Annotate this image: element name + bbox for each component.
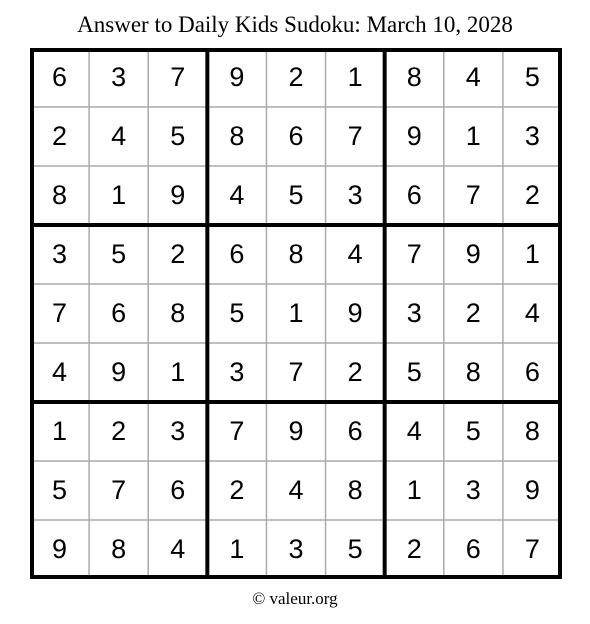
sudoku-cell-r8c1: 5	[52, 475, 68, 505]
sudoku-cell-r9c7: 2	[406, 534, 422, 564]
sudoku-cell-r9c8: 6	[465, 534, 481, 564]
sudoku-cell-r9c5: 3	[288, 534, 304, 564]
sudoku-cell-r8c3: 6	[170, 475, 186, 505]
sudoku-cell-r8c5: 4	[288, 475, 304, 505]
sudoku-cell-r4c9: 1	[524, 239, 540, 269]
sudoku-cell-r9c4: 1	[229, 534, 245, 564]
sudoku-cell-r3c9: 2	[524, 180, 540, 210]
page-title: Answer to Daily Kids Sudoku: March 10, 2028	[77, 12, 513, 37]
sudoku-cell-r9c2: 8	[111, 534, 127, 564]
sudoku-cell-r6c4: 3	[229, 357, 245, 387]
sudoku-cell-r2c9: 3	[524, 121, 540, 151]
sudoku-board	[30, 48, 562, 579]
sudoku-cell-r8c8: 3	[465, 475, 481, 505]
sudoku-cell-r4c5: 8	[288, 239, 304, 269]
sudoku-cell-r2c4: 8	[229, 121, 245, 151]
sudoku-cell-r5c8: 2	[465, 298, 481, 328]
sudoku-cell-r7c5: 9	[288, 416, 304, 446]
copyright-footer: © valeur.org	[252, 589, 338, 608]
sudoku-cell-r1c1: 6	[52, 62, 68, 92]
sudoku-cell-r1c4: 9	[229, 62, 245, 92]
sudoku-cell-r2c7: 9	[406, 121, 422, 151]
sudoku-cell-r2c5: 6	[288, 121, 304, 151]
sudoku-cell-r8c9: 9	[524, 475, 540, 505]
sudoku-cell-r2c2: 4	[111, 121, 127, 151]
sudoku-cell-r7c2: 2	[111, 416, 127, 446]
sudoku-cell-r2c6: 7	[347, 121, 363, 151]
sudoku-cell-r8c7: 1	[406, 475, 422, 505]
sudoku-cell-r7c3: 3	[170, 416, 186, 446]
sudoku-cell-r8c6: 8	[347, 475, 363, 505]
sudoku-cell-r1c9: 5	[524, 62, 540, 92]
sudoku-cell-r4c4: 6	[229, 239, 245, 269]
sudoku-cell-r4c7: 7	[406, 239, 422, 269]
sudoku-cell-r1c3: 7	[170, 62, 186, 92]
sudoku-cell-r3c1: 8	[52, 180, 68, 210]
sudoku-cell-r3c8: 7	[465, 180, 481, 210]
sudoku-cell-r6c9: 6	[524, 357, 540, 387]
sudoku-cell-r5c1: 7	[52, 298, 68, 328]
sudoku-cell-r2c8: 1	[465, 121, 481, 151]
sudoku-cell-r6c7: 5	[406, 357, 422, 387]
sudoku-cell-r6c6: 2	[347, 357, 363, 387]
sudoku-cell-r7c7: 4	[406, 416, 422, 446]
sudoku-cell-r5c9: 4	[524, 298, 540, 328]
sudoku-cell-r4c8: 9	[465, 239, 481, 269]
sudoku-cell-r4c2: 5	[111, 239, 127, 269]
sudoku-cell-r1c7: 8	[406, 62, 422, 92]
sudoku-cell-r1c8: 4	[465, 62, 481, 92]
sudoku-cell-r6c3: 1	[170, 357, 186, 387]
sudoku-cell-r9c6: 5	[347, 534, 363, 564]
sudoku-cell-r2c3: 5	[170, 121, 186, 151]
sudoku-cell-r5c3: 8	[170, 298, 186, 328]
sudoku-cell-r9c3: 4	[170, 534, 186, 564]
sudoku-cell-r6c2: 9	[111, 357, 127, 387]
sudoku-cell-r3c7: 6	[406, 180, 422, 210]
sudoku-cell-r3c6: 3	[347, 180, 363, 210]
sudoku-cell-r7c1: 1	[52, 416, 68, 446]
sudoku-cell-r3c2: 1	[111, 180, 127, 210]
sudoku-cell-r5c5: 1	[288, 298, 304, 328]
sudoku-cell-r2c1: 2	[52, 121, 68, 151]
sudoku-cell-r5c4: 5	[229, 298, 245, 328]
sudoku-cell-r6c1: 4	[52, 357, 68, 387]
sudoku-cell-r8c2: 7	[111, 475, 127, 505]
sudoku-cell-r7c8: 5	[465, 416, 481, 446]
sudoku-cell-r5c6: 9	[347, 298, 363, 328]
sudoku-cell-r9c9: 7	[524, 534, 540, 564]
sudoku-cell-r7c4: 7	[229, 416, 245, 446]
sudoku-cell-r6c8: 8	[465, 357, 481, 387]
sudoku-cell-r3c5: 5	[288, 180, 304, 210]
sudoku-cell-r4c1: 3	[52, 239, 68, 269]
sudoku-cell-r8c4: 2	[229, 475, 245, 505]
sudoku-cell-r3c4: 4	[229, 180, 245, 210]
sudoku-cell-r7c6: 6	[347, 416, 363, 446]
sudoku-cell-r1c6: 1	[347, 62, 363, 92]
sudoku-cell-r5c7: 3	[406, 298, 422, 328]
sudoku-cell-r6c5: 7	[288, 357, 304, 387]
sudoku-cell-r4c6: 4	[347, 239, 363, 269]
sudoku-cell-r4c3: 2	[170, 239, 186, 269]
sudoku-cell-r9c1: 9	[52, 534, 68, 564]
sudoku-cell-r5c2: 6	[111, 298, 127, 328]
sudoku-cell-r3c3: 9	[170, 180, 186, 210]
sudoku-cell-r1c5: 2	[288, 62, 304, 92]
sudoku-cell-r7c9: 8	[524, 416, 540, 446]
sudoku-cell-r1c2: 3	[111, 62, 127, 92]
